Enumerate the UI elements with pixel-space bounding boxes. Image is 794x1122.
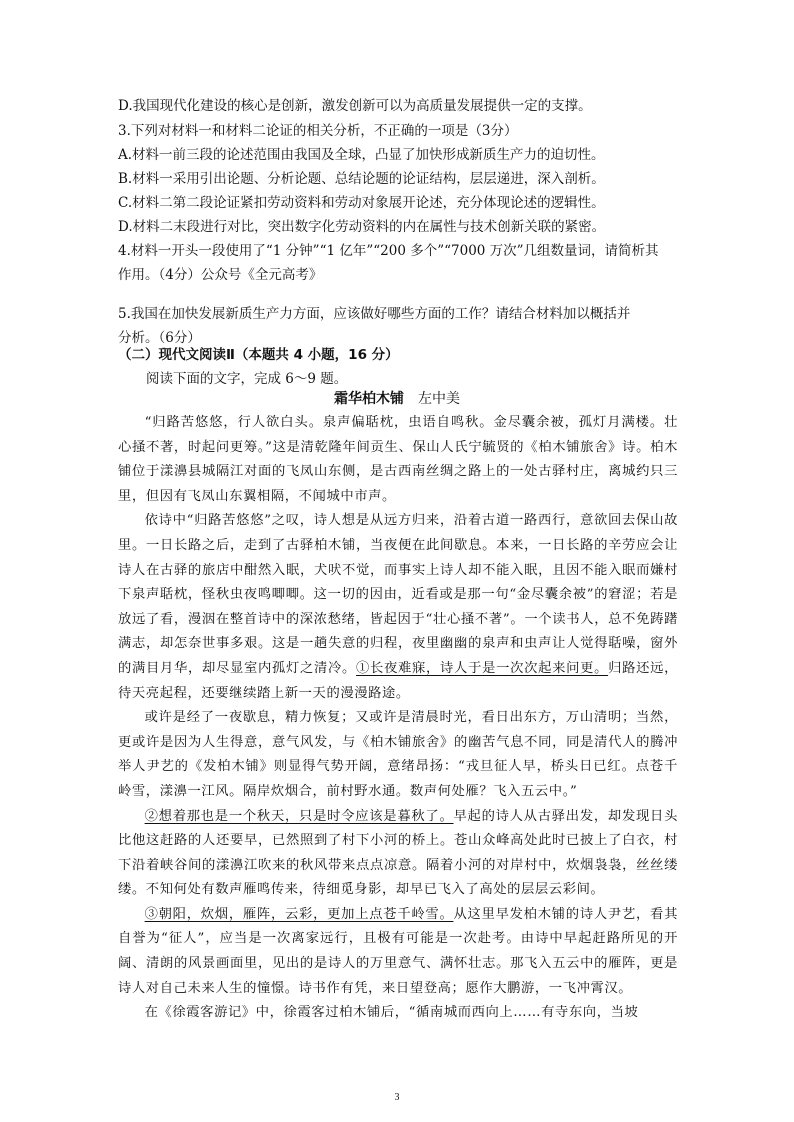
article-author: 左中美 bbox=[418, 391, 460, 407]
paragraph-3: 或许是经了一夜歇息，精力恢复；又或许是清晨时光，看日出东方，万山清明；当然，更或许是因为人生得意，意气风发，与《柏木铺旅舍》的幽苦气息不同，同是清代人的腾冲举人尹艺的《发柏木铺》则显得气势开阔，意绪昂扬：“戎旦征人早，桥头日已红。点苍千岭雪，漾濞一江风。隔岸炊烟合，前村野水通。数声何处雁？飞入五云中。” bbox=[118, 710, 678, 799]
paragraph-6: 在《徐霞客游记》中，徐霞客过柏木铺后，“循南城而西向上……有寺东向，当坡 bbox=[144, 1005, 639, 1021]
question-4-line-2: 作用。（4分）公众号《全元高考》 bbox=[118, 267, 323, 283]
article-title: 霜华柏木铺 bbox=[334, 391, 404, 407]
paragraph-4: ②想着那也是一个秋天，只是时令应该是暮秋了。早起的诗人从古驿出发，却发现日头比他这赶路的人还要早，已然照到了村下小河的桥上。苍山众峰高处此时已披上了白衣，村下沿着峡谷间的漾濞江吹来的秋风带来点点凉意。隔着小河的对岸村中，炊烟袅袅，丝丝缕缕。不知何处有数声雁鸣传来，待细觅身影，却早已飞入了高处的层层云彩间。 bbox=[118, 808, 678, 898]
section-title: （二）现代文阅读Ⅱ（本题共 4 小题，16 分） bbox=[118, 347, 399, 363]
paragraph-1: “归路苦悠悠，行人欲白头。泉声偏聒枕，虫语自鸣秋。金尽囊余被，孤灯月满楼。壮心掻不著，时起问更筹。”这是清乾隆年间贡生、保山人氏宁毓贤的《柏木铺旅舍》诗。柏木铺位于漾濞县城隔江对面的飞凤山东侧，是古西南丝绸之路上的一处古驿村庄，离城约只三里，但因有飞凤山东翼相隔，不闻城中市声。 bbox=[118, 415, 678, 504]
question-2-option-d: D.我国现代化建设的核心是创新，激发创新可以为高质量发展提供一定的支撑。 bbox=[118, 98, 592, 114]
article-heading bbox=[0, 388, 794, 410]
question-3-option-b: B.材料一采用引出论题、分析论题、总结论题的论证结构，层层递进，深入剖析。 bbox=[118, 171, 605, 187]
article-body bbox=[118, 411, 678, 1026]
question-4-line-1: 4.材料一开头一段使用了“1 分钟”“1 亿年”“200 多个”“7000 万次”几组数量词，请简析其 bbox=[118, 243, 659, 259]
question-5-line-2: 分析。（6分） bbox=[118, 330, 201, 346]
underlined-sentence-3: ③朝阳，炊烟，雁阵，云彩，更加上点苍千岭雪。 bbox=[144, 906, 454, 922]
paragraph-2: 依诗中“归路苦悠悠”之叹，诗人想是从远方归来，沿着古道一路西行，意欲回去保山故里。一日长路之后，走到了古驿柏木铺，当夜便在此间歇息。本来，一日长路的辛劳应会让诗人在古驿的旅店中酣然入眠，犬吠不觉，而事实上诗人却不能入眠，且因不能入眠而嫌村下泉声聒枕，怪秋虫夜鸣唧唧。这一切的因由，近看或是那一句“金尽囊余被”的窘涩；若是放远了看，漫洇在整首诗中的深浓愁绪，皆起因于“壮心掻不著”。一个读书人，总不免踌躇满志，却怎奈世事多艰。这是一趟失意的归程，夜里幽幽的泉声和虫声让人觉得聒噪，窗外的满目月华，却尽显室内孤灯之清冷。①长夜难寐，诗人于是一次次起来问更。归路还远，待天亮起程，还要继续踏上新一天的漫漫路途。 bbox=[118, 513, 678, 701]
paragraph-5: ③朝阳，炊烟，雁阵，云彩，更加上点苍千岭雪。从这里早发柏木铺的诗人尹艺，看其自誉为“征人”，应当是一次离家远行，且极有可能是一次赴考。由诗中早起赶路所见的开阔、清朗的风景画面里，见出的是诗人的万里意气、满怀壮志。那飞入五云中的雁阵，更是诗人对自己未来人生的憧憬。诗书作有凭，来日望登高；愿作大鹏游，一飞冲霄汉。 bbox=[118, 906, 678, 996]
question-3-option-d: D.材料二末段进行对比，突出数字化劳动资料的内在属性与技术创新关联的紧密。 bbox=[118, 219, 606, 235]
question-5-line-1: 5.我国在加快发展新质生产力方面，应该做好哪些方面的工作？请结合材料加以概括并 bbox=[118, 306, 631, 322]
reading-instruction: 阅读下面的文字，完成 6～9 题。 bbox=[146, 371, 348, 387]
question-3-stem: 3.下列对材料一和材料二论证的相关分析，不正确的一项是（3分） bbox=[118, 123, 518, 139]
question-3-option-a: A.材料一前三段的论述范围由我国及全球，凸显了加快形成新质生产力的迫切性。 bbox=[118, 147, 605, 163]
question-3-option-c: C.材料二第二段论证紧扣劳动资料和劳动对象展开论述，充分体现论述的逻辑性。 bbox=[118, 195, 605, 211]
page-number: 3 bbox=[394, 1092, 400, 1103]
underlined-sentence-2: ②想着那也是一个秋天，只是时令应该是暮秋了。 bbox=[144, 808, 454, 824]
underlined-sentence-1: ①长夜难寐，诗人于是一次次起来问更。 bbox=[356, 660, 609, 676]
